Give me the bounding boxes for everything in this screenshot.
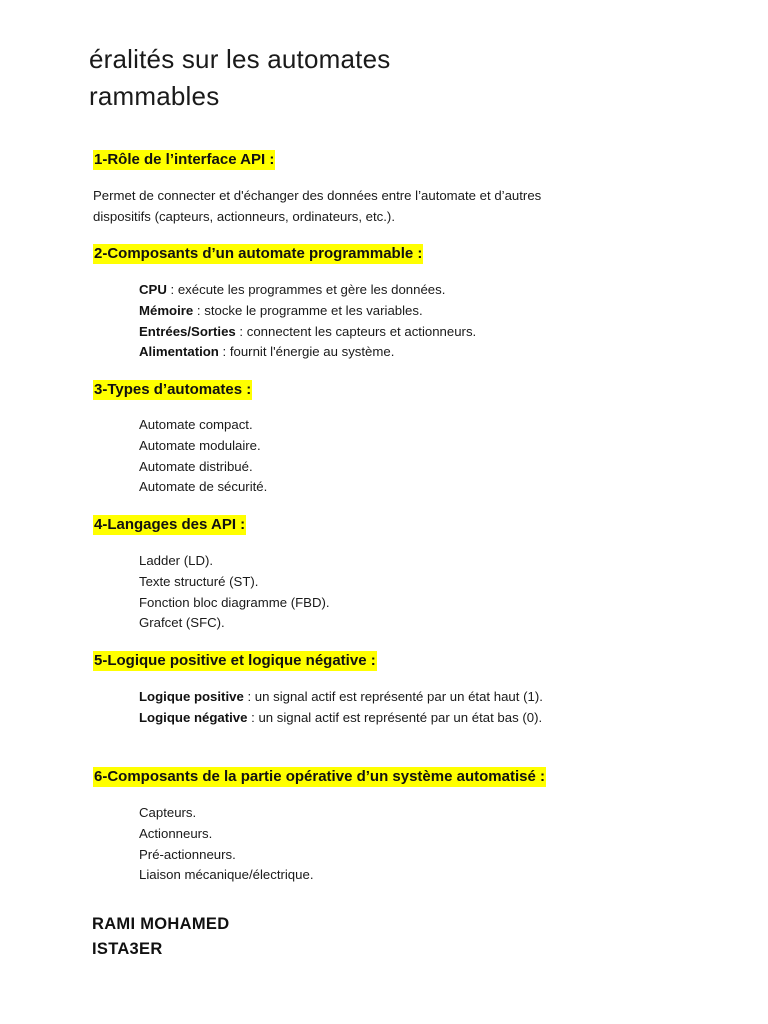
section-6-list (139, 803, 313, 886)
section-3-list (139, 415, 267, 498)
list-item-text: : fournit l'énergie au système. (218, 344, 395, 360)
list-item: Automate de sécurité. (139, 479, 268, 495)
list-item (139, 342, 476, 363)
list-item: Texte structuré (ST). (139, 573, 259, 589)
section-2-heading: 2-Composants d’un automate programmable : (94, 245, 423, 262)
list-item: Automate distribué. (139, 458, 253, 474)
list-item-term: Logique positive (139, 689, 244, 704)
section-1-paragraph-line-2: dispositifs (capteurs, actionneurs, ordinateurs, etc.). (93, 209, 395, 224)
section-6-heading: 6-Composants de la partie opérative d’un système automatisé : (94, 768, 545, 785)
list-item-term: CPU (139, 282, 167, 297)
list-item: Pré-actionneurs. (139, 846, 236, 862)
list-item (139, 687, 543, 708)
list-item (139, 280, 476, 301)
list-item: Grafcet (SFC). (139, 615, 225, 631)
list-item-term: Entrées/Sorties (139, 323, 236, 339)
list-item (139, 322, 476, 343)
list-item-text: : un signal actif est représenté par un état haut (1). (243, 689, 543, 704)
section-1-heading: 1-Rôle de l’interface API : (94, 151, 275, 168)
list-item: Liaison mécanique/électrique. (139, 867, 314, 883)
section-5-heading: 5-Logique positive et logique négative : (94, 652, 376, 669)
list-item (139, 708, 543, 729)
section-1-paragraph (93, 185, 541, 227)
section-4-list (139, 551, 330, 634)
list-item: Fonction bloc diagramme (FBD). (139, 594, 330, 610)
list-item: Automate modulaire. (139, 437, 261, 453)
author-organization: ISTA3ER (92, 940, 163, 958)
list-item (139, 301, 476, 322)
section-3-heading: 3-Types d’automates : (94, 381, 252, 398)
list-item-term: Mémoire (139, 302, 194, 318)
section-1-paragraph-line-1: Permet de connecter et d'échanger des données entre l’automate et d’autres (93, 188, 542, 203)
list-item-text: : exécute les programmes et gère les données. (166, 282, 446, 297)
section-2-list (139, 280, 476, 363)
list-item: Capteurs. (139, 805, 197, 820)
list-item-text: : stocke le programme et les variables. (193, 302, 423, 318)
list-item: Ladder (LD). (139, 553, 214, 568)
list-item-term: Logique négative (139, 709, 248, 725)
list-item-text: : un signal actif est représenté par un état bas (0). (247, 709, 543, 725)
list-item-term: Alimentation (139, 344, 219, 360)
list-item: Automate compact. (139, 417, 253, 432)
author-name: RAMI MOHAMED (92, 915, 230, 933)
list-item: Actionneurs. (139, 825, 213, 841)
document-title-line-1: éralités sur les automates (89, 44, 391, 74)
section-4-heading: 4-Langages des API : (94, 516, 246, 533)
section-5-list (139, 687, 543, 729)
document-title-line-2: rammables (89, 81, 220, 111)
list-item-text: : connectent les capteurs et actionneurs. (235, 323, 477, 339)
